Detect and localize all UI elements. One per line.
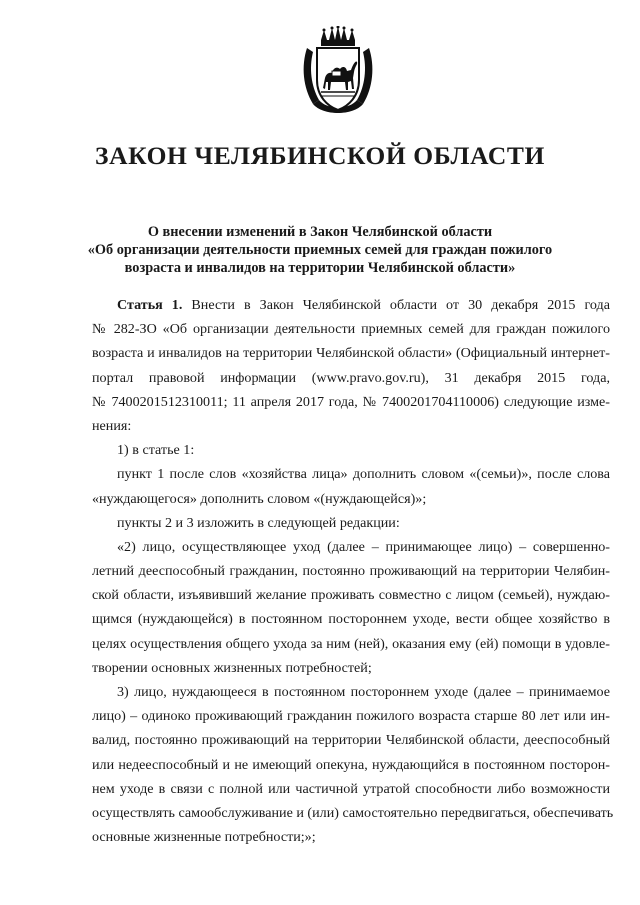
article-line: № 7400201512310011; 11 апреля 2017 года, № 7400201704110006) следующие изме- <box>92 393 610 410</box>
article-line: осуществлять самообслуживание и (или) самостоятельно передвигаться, обеспечивать <box>92 804 614 821</box>
article-line: нем уходе в связи с полной или частичной утратой способности либо возможности <box>92 780 610 797</box>
article-line: портал правовой информации (www.pravo.gov.ru), 31 декабря 2015 года, <box>92 369 610 386</box>
article-line: 1) в статье 1: <box>117 442 195 459</box>
article-line: пункты 2 и 3 изложить в следующей редакции: <box>117 514 400 531</box>
subtitle-line: «Об организации деятельности приемных семей для граждан пожилого <box>87 242 553 258</box>
subtitle-line: О внесении изменений в Закон Челябинской области <box>147 224 493 240</box>
law-subtitle <box>60 223 580 277</box>
article-label: Статья 1. <box>117 297 183 313</box>
coat-of-arms-icon <box>299 26 377 126</box>
article-line: целях осуществления общего ухода за ним (ней), оказания ему (ей) помощи в удовле- <box>92 635 610 652</box>
article-line: или недееспособный и не имеющий опекуна, нуждающийся в постоянном посторон- <box>92 756 610 773</box>
article-text: Внести в Закон Челябинской области от 30 декабря 2015 года <box>182 297 610 313</box>
article-line: щимся (нуждающейся) в постоянном постороннем уходе, вести общее хозяйство в <box>92 611 610 628</box>
article-line: «нуждающегося» дополнить словом «(нуждающейся)»; <box>92 490 427 507</box>
article-first-line <box>92 293 610 317</box>
article-line: валид, постоянно проживающий на территории Челябинской области, дееспособный <box>92 732 610 749</box>
subtitle-line: возраста и инвалидов на территории Челябинской области» <box>124 260 516 276</box>
article-line: летний дееспособный гражданин, постоянно проживающий на территории Челябин- <box>92 563 610 580</box>
article-line: пункт 1 после слов «хозяйства лица» дополнить словом «(семьи)», после слова <box>117 466 610 483</box>
article-line: «2) лицо, осуществляющее уход (далее – принимающее лицо) – совершенно- <box>117 538 610 555</box>
article-line: 3) лицо, нуждающееся в постоянном постороннем уходе (далее – принимаемое <box>117 684 610 700</box>
article-line: нения: <box>92 417 132 434</box>
article-line: творении основных жизненных потребностей; <box>92 659 372 676</box>
article-line: лицо) – одиноко проживающий гражданин пожилого возраста старше 80 лет или ин- <box>92 708 610 725</box>
article-line: основные жизненные потребности;»; <box>92 829 316 846</box>
article-line: ской области, изъявивший желание проживать совместно с лицом (семьей), нуждаю- <box>92 587 610 604</box>
article-body <box>92 293 614 849</box>
article-line: № 282-ЗО «Об организации деятельности приемных семей для граждан пожилого <box>92 321 610 338</box>
law-title: ЗАКОН ЧЕЛЯБИНСКОЙ ОБЛАСТИ <box>95 141 545 170</box>
article-line: возраста и инвалидов на территории Челябинской области» (Официальный интернет- <box>92 345 610 362</box>
